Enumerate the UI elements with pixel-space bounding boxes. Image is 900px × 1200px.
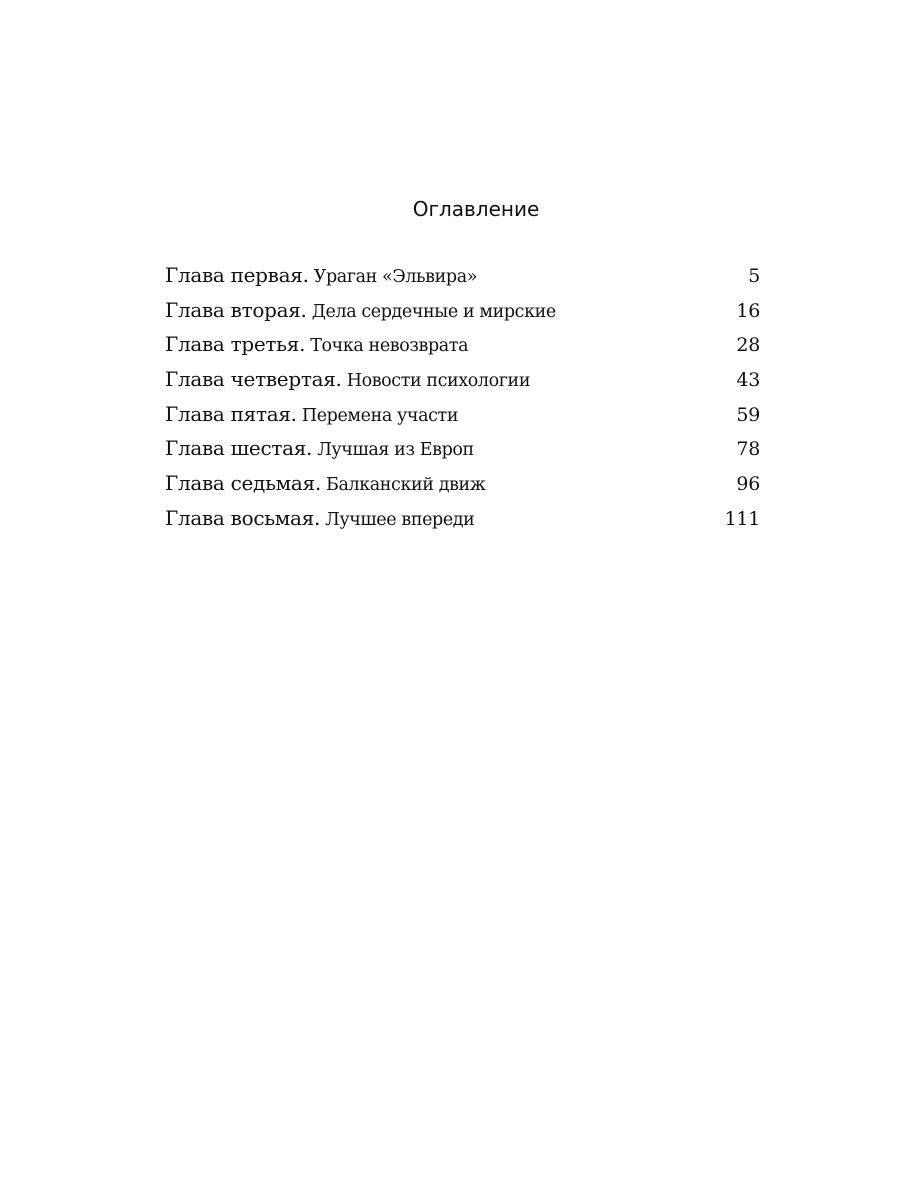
chapter-number: Глава четвертая. <box>165 367 342 392</box>
toc-entry[interactable] <box>165 367 760 402</box>
toc-title: Оглавление <box>412 197 540 221</box>
chapter-title: Дела сердечные и мирские <box>311 301 556 322</box>
toc-entry[interactable] <box>165 332 760 367</box>
page-number: 96 <box>736 473 760 496</box>
page-number: 28 <box>736 334 760 357</box>
toc-entry[interactable] <box>165 298 760 333</box>
page-number: 78 <box>736 438 760 461</box>
page-number: 111 <box>724 507 760 530</box>
chapter-title: Точка невозврата <box>310 336 469 357</box>
chapter-number: Глава седьмая. <box>165 471 321 496</box>
toc-entry[interactable] <box>165 263 760 298</box>
table-of-contents <box>165 263 760 541</box>
chapter-number: Глава восьмая. <box>165 505 321 530</box>
chapter-number: Глава шестая. <box>165 436 313 461</box>
chapter-title: Балканский движ <box>326 475 486 496</box>
page-number: 16 <box>736 299 760 322</box>
toc-entry[interactable] <box>165 471 760 506</box>
toc-entry[interactable] <box>165 436 760 471</box>
page-number: 5 <box>748 265 760 287</box>
chapter-title: Ураган «Эльвира» <box>313 267 478 287</box>
chapter-number: Глава вторая. <box>165 297 307 322</box>
chapter-title: Лучшее впереди <box>325 509 475 530</box>
chapter-title: Новости психологии <box>346 371 531 392</box>
chapter-number: Глава первая. <box>165 263 309 287</box>
toc-entry[interactable] <box>165 402 760 437</box>
toc-entry[interactable] <box>165 506 760 541</box>
chapter-number: Глава пятая. <box>165 401 297 426</box>
chapter-title: Перемена участи <box>301 405 459 426</box>
chapter-number: Глава третья. <box>165 332 306 357</box>
page-number: 43 <box>736 369 760 392</box>
page-number: 59 <box>736 403 760 426</box>
chapter-title: Лучшая из Европ <box>317 440 474 461</box>
